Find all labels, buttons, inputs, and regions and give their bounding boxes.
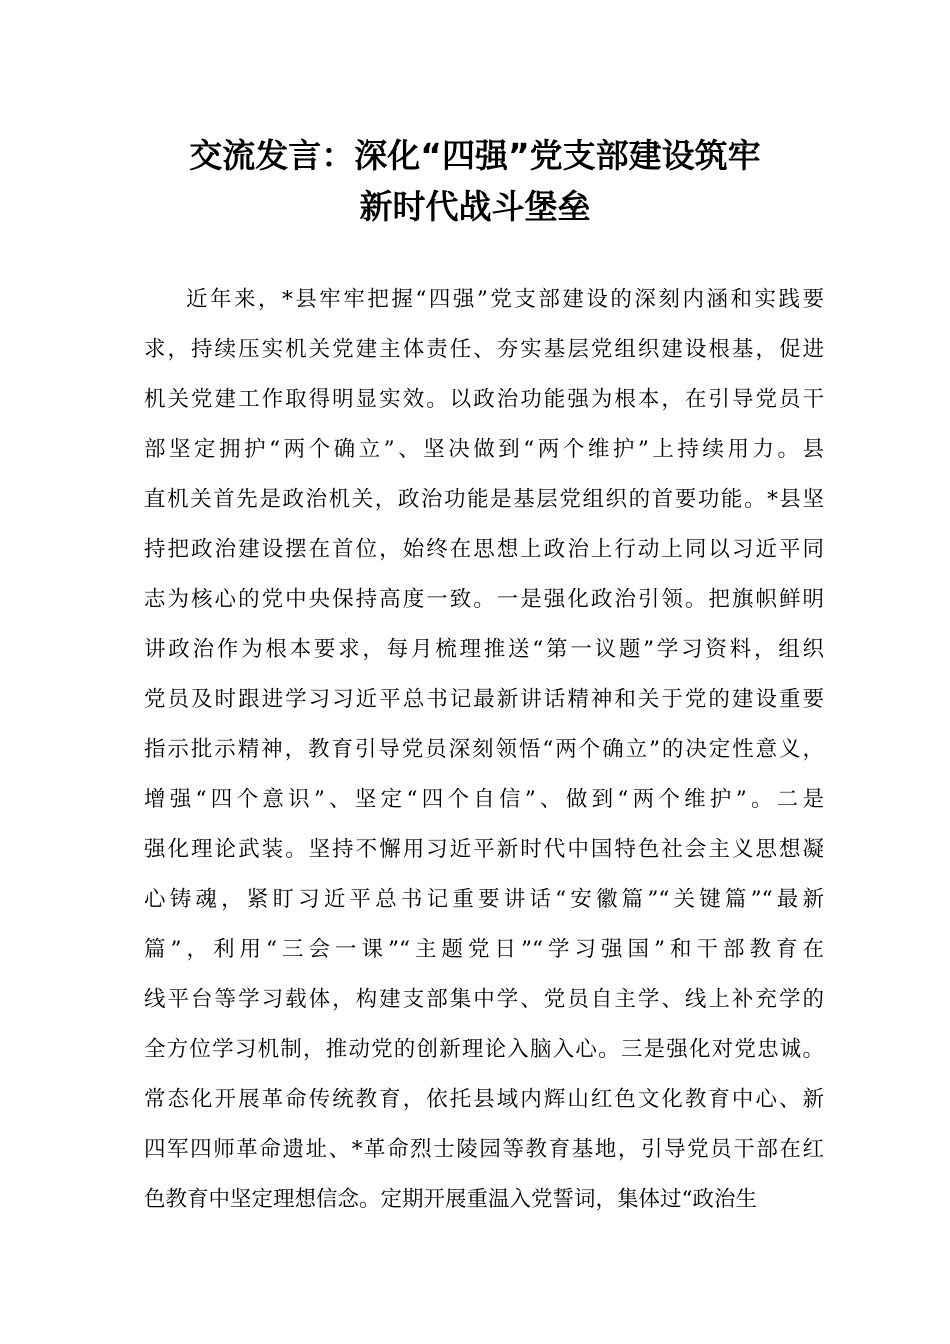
document-title-line-2: 新时代战斗堡垒 [359,187,591,226]
body-line: 增强“四个意识”、坚定“四个自信”、做到“两个维护”。二是 [144,787,824,812]
body-line: 党员及时跟进学习习近平总书记最新讲话精神和关于党的建设重要 [144,687,824,712]
body-line: 常态化开展革命传统教育，依托县域内辉山红色文化教育中心、新 [144,1087,824,1112]
body-line: 线平台等学习载体，构建支部集中学、党员自主学、线上补充学的 [144,987,824,1012]
body-line: 直机关首先是政治机关，政治功能是基层党组织的首要功能。*县坚 [144,487,824,512]
body-line: 讲政治作为根本要求，每月梳理推送“第一议题”学习资料，组织 [144,637,824,662]
body-line: 部坚定拥护“两个确立”、坚决做到“两个维护”上持续用力。县 [144,437,824,462]
body-line: 指示批示精神，教育引导党员深刻领悟“两个确立”的决定性意义， [144,737,824,762]
body-line: 色教育中坚定理想信念。定期开展重温入党誓词，集体过“政治生 [144,1187,757,1212]
body-line: 志为核心的党中央保持高度一致。一是强化政治引领。把旗帜鲜明 [144,587,824,612]
body-line: 近年来，*县牢牢把握“四强”党支部建设的深刻内涵和实践要 [186,287,824,312]
body-line: 机关党建工作取得明显实效。以政治功能强为根本，在引导党员干 [144,387,824,412]
body-line: 强化理论武装。坚持不懈用习近平新时代中国特色社会主义思想凝 [144,837,824,862]
body-line: 篇”，利用“三会一课”“主题党日”“学习强国”和干部教育在 [144,937,824,962]
body-line: 持把政治建设摆在首位，始终在思想上政治上行动上同以习近平同 [144,537,824,562]
body-line: 心铸魂，紧盯习近平总书记重要讲话“安徽篇”“关键篇”“最新 [144,887,824,912]
body-line: 全方位学习机制，推动党的创新理论入脑入心。三是强化对党忠诚。 [144,1037,824,1062]
body-line: 四军四师革命遗址、*革命烈士陵园等教育基地，引导党员干部在红 [144,1137,824,1162]
body-line: 求，持续压实机关党建主体责任、夯实基层党组织建设根基，促进 [144,337,824,362]
document-title-line-1: 交流发言：深化“四强”党支部建设筑牢 [189,136,761,175]
